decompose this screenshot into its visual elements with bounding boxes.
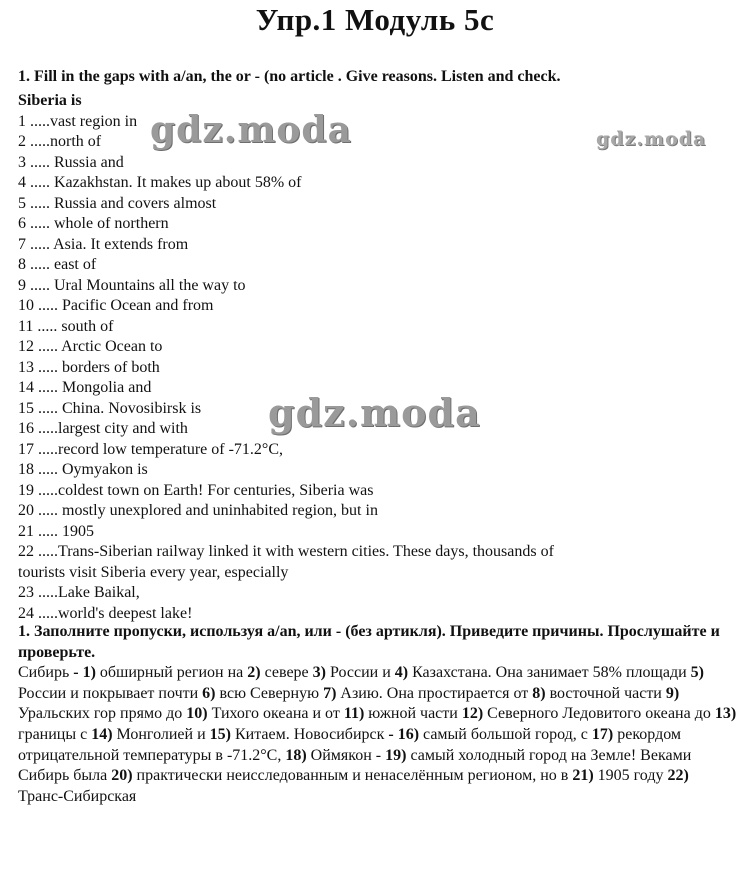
gap-number: 12): [461, 705, 484, 723]
gap-number: 15): [209, 725, 231, 743]
translation-text: Китаем. Новосибирск: [230, 725, 389, 743]
translation-text: 1905 году: [593, 767, 668, 785]
text-line: 12 ..... Arctic Ocean to: [18, 338, 163, 355]
gap-number: 4): [394, 664, 409, 682]
translation-text: Оймякон -: [306, 746, 386, 764]
gap-number: 22): [667, 767, 689, 785]
gap-number: - 1): [73, 664, 96, 682]
text-line: 8 ..... east of: [18, 256, 97, 273]
text-line: 10 ..... Pacific Ocean and from: [18, 297, 214, 314]
text-line: tourists visit Siberia every year, especially: [18, 563, 289, 581]
gap-number: 3): [312, 664, 326, 682]
translation-text: Азию. Она простирается от: [336, 684, 533, 702]
translation-text: рекордом отрицательной температуры в -71.2°С,: [18, 725, 682, 764]
text-line: 20 ..... mostly unexplored and uninhabited region, but in: [18, 502, 378, 519]
translation-paragraph: [18, 663, 738, 807]
gap-number: 8): [532, 684, 546, 702]
gap-number: 5): [690, 664, 704, 682]
translation-text: Транс-Сибирская: [18, 787, 137, 805]
text-line: 22 .....Trans-Siberian railway linked it with western cities. These days, thousands of: [18, 543, 554, 560]
gap-number: 11): [343, 705, 365, 723]
watermark: gdz.moda: [596, 128, 707, 150]
text-line: 1 .....vast region in: [18, 112, 138, 130]
translation-text: самый большой город, с: [419, 725, 592, 743]
translation-text: Сибирь: [18, 664, 74, 682]
translation-heading: 1. Заполните пропуски, используя a/an, или - (без артикля). Приведите причины. Прослушайте и проверьте.: [18, 623, 720, 661]
text-line: 3 ..... Russia and: [18, 153, 124, 171]
text-line: 5 ..... Russia and covers almost: [18, 194, 217, 212]
translation-text: России и покрывает почти: [18, 684, 203, 702]
exercise-text: [18, 91, 554, 624]
gap-number: 9): [665, 684, 680, 702]
text-line: 13 ..... borders of both: [18, 358, 160, 376]
text-line: 11 ..... south of: [18, 317, 114, 335]
text-line: 4 ..... Kazakhstan. It makes up about 58% of: [18, 174, 302, 191]
translation-text: Северного Ледовитого океана до: [483, 705, 715, 723]
gap-number: 20): [111, 767, 133, 785]
translation-text: Монголией и: [112, 725, 210, 743]
gap-number: 17): [591, 725, 614, 743]
translation-text: обширный регион на: [95, 664, 248, 682]
translation-text: всю Северную: [215, 684, 324, 702]
translation-text: севере: [260, 664, 313, 682]
text-line: 16 .....largest city and with: [18, 420, 188, 437]
text-line: 24 .....world's deepest lake!: [18, 604, 193, 622]
text-line: 15 ..... China. Novosibirsk is: [18, 399, 202, 417]
translation-text: самый холодный город на Земле! Веками Сибирь была: [18, 746, 692, 785]
watermark: gdz.moda: [150, 109, 352, 151]
text-line: 18 ..... Oymyakon is: [18, 461, 148, 478]
text-line: 14 ..... Mongolia and: [18, 379, 152, 396]
translation-text: практически неисследованным и ненаселённым регионом, но в: [132, 767, 573, 785]
translation-text: Тихого океана и от: [207, 705, 344, 723]
gap-number: 18): [285, 746, 307, 764]
gap-number: 14): [91, 725, 113, 743]
text-line: 7 ..... Asia. It extends from: [18, 235, 189, 253]
translation-text: южной части: [364, 705, 462, 723]
translation-text: восточной части: [545, 684, 666, 702]
text-line: Siberia is: [18, 92, 82, 109]
translation-text: Казахстана. Она занимает 58% площади: [408, 664, 691, 682]
text-line: 9 ..... Ural Mountains all the way to: [18, 276, 246, 294]
gap-number: 10): [186, 705, 208, 723]
translation-text: Уральских гор прямо до: [18, 705, 187, 723]
text-line: 2 .....north of: [18, 133, 102, 150]
gap-number: 6): [202, 684, 216, 702]
gap-number: - 16): [388, 725, 420, 743]
translation-text: России и: [325, 664, 395, 682]
page-title: Упр.1 Модуль 5с: [255, 2, 495, 37]
text-line: 21 ..... 1905: [18, 522, 94, 540]
text-line: 17 .....record low temperature of -71.2°C,: [18, 440, 283, 458]
text-line: 19 .....coldest town on Earth! For centuries, Siberia was: [18, 481, 374, 499]
gap-number: 13): [714, 705, 737, 723]
text-line: 6 ..... whole of northern: [18, 215, 169, 232]
gap-number: 21): [572, 767, 594, 785]
translation-text: границы с: [18, 725, 92, 743]
gap-number: 7): [323, 684, 337, 702]
russian-translation: [18, 622, 738, 807]
text-line: 23 .....Lake Baikal,: [18, 584, 140, 601]
gap-number: 19): [385, 746, 407, 764]
gap-number: 2): [247, 664, 261, 682]
exercise-heading: 1. Fill in the gaps with a/an, the or - (no article . Give reasons. Listen and check.: [18, 68, 561, 85]
watermark: gdz.moda: [268, 390, 481, 435]
